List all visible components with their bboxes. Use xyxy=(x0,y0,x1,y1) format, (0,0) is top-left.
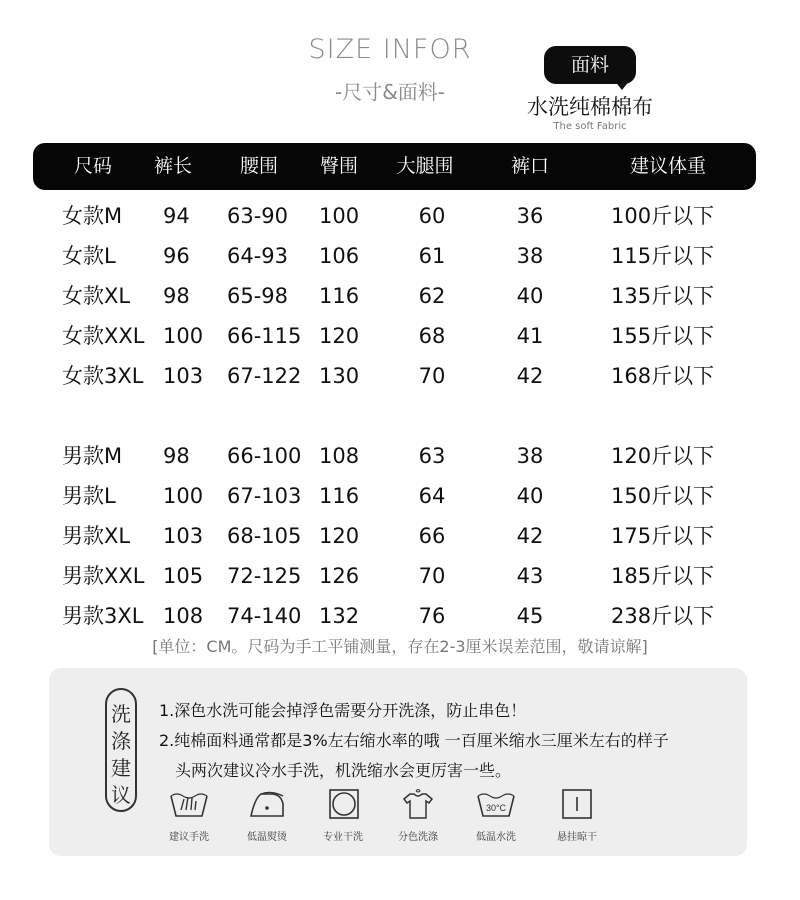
column-header-leg-opening: 裤口 xyxy=(510,155,549,177)
cell-weight: 100斤以下 xyxy=(611,204,715,228)
cell-length: 103 xyxy=(163,364,204,388)
cell-waist: 66-100 xyxy=(227,444,302,468)
separate-wash-icon xyxy=(396,788,440,822)
cell-waist: 72-125 xyxy=(227,564,302,588)
fabric-name: 水洗纯棉棉布 xyxy=(527,95,653,119)
cell-waist: 64-93 xyxy=(227,244,289,268)
table-row xyxy=(0,436,800,476)
cell-thigh: 63 xyxy=(418,444,446,468)
cell-leg-opening: 40 xyxy=(516,284,544,308)
cell-length: 103 xyxy=(163,524,204,548)
table-row xyxy=(0,276,800,316)
fabric-badge: 面料 xyxy=(544,46,636,84)
care-line-3: 头两次建议冷水手洗，机洗缩水会更厉害一些。 xyxy=(175,761,512,780)
cell-thigh: 76 xyxy=(418,604,446,628)
cell-thigh: 64 xyxy=(418,484,446,508)
cell-leg-opening: 45 xyxy=(516,604,544,628)
care-label-char: 洗 xyxy=(111,702,131,726)
column-header-weight: 建议体重 xyxy=(629,155,706,177)
column-header-thigh: 大腿围 xyxy=(396,155,454,177)
table-row xyxy=(0,236,800,276)
cell-hip: 116 xyxy=(319,284,360,308)
column-header-size: 尺码 xyxy=(73,155,112,177)
cell-length: 98 xyxy=(163,444,190,468)
care-label-char: 议 xyxy=(111,783,131,807)
cell-thigh: 70 xyxy=(418,364,446,388)
cell-weight: 150斤以下 xyxy=(611,484,715,508)
cell-hip: 100 xyxy=(319,204,360,228)
cell-waist: 66-115 xyxy=(227,324,302,348)
cell-size: 男款XL xyxy=(62,524,131,548)
column-header-hip: 臀围 xyxy=(319,155,358,177)
cell-weight: 120斤以下 xyxy=(611,444,715,468)
cell-thigh: 66 xyxy=(418,524,446,548)
cell-length: 105 xyxy=(163,564,204,588)
table-row xyxy=(0,316,800,356)
cell-weight: 168斤以下 xyxy=(611,364,715,388)
cell-leg-opening: 42 xyxy=(516,364,544,388)
cell-waist: 74-140 xyxy=(227,604,302,628)
table-row xyxy=(0,556,800,596)
hand-wash-icon xyxy=(167,788,211,822)
table-row xyxy=(0,196,800,236)
cell-thigh: 68 xyxy=(418,324,446,348)
cell-waist: 63-90 xyxy=(227,204,289,228)
cell-waist: 65-98 xyxy=(227,284,289,308)
low-iron-icon xyxy=(245,788,289,822)
table-row xyxy=(0,476,800,516)
column-header-waist: 腰围 xyxy=(239,155,278,177)
cell-weight: 185斤以下 xyxy=(611,564,715,588)
icon-label: 专业干洗 xyxy=(323,832,363,843)
icon-label: 建议手洗 xyxy=(169,832,209,843)
care-panel xyxy=(49,668,747,856)
icon-label: 低温熨烫 xyxy=(247,832,287,843)
cell-hip: 106 xyxy=(319,244,360,268)
wash-temperature: 30°C xyxy=(485,803,507,813)
icon-label: 悬挂晾干 xyxy=(557,832,597,843)
cell-hip: 132 xyxy=(319,604,360,628)
cell-weight: 135斤以下 xyxy=(611,284,715,308)
column-header-length: 裤长 xyxy=(153,155,192,177)
cell-leg-opening: 43 xyxy=(516,564,544,588)
care-line-2: 2.纯棉面料通常都是3%左右缩水率的哦 一百厘米缩水三厘米左右的样子 xyxy=(159,731,669,750)
cell-leg-opening: 38 xyxy=(516,244,544,268)
cell-size: 女款M xyxy=(62,204,123,228)
cell-thigh: 62 xyxy=(418,284,446,308)
cell-weight: 238斤以下 xyxy=(611,604,715,628)
cell-length: 96 xyxy=(163,244,190,268)
cell-length: 100 xyxy=(163,484,204,508)
cell-size: 男款XXL xyxy=(62,564,145,588)
hang-dry-icon xyxy=(555,788,599,822)
cell-leg-opening: 42 xyxy=(516,524,544,548)
table-header xyxy=(33,143,756,190)
table-row xyxy=(0,356,800,396)
cell-weight: 115斤以下 xyxy=(611,244,715,268)
cell-hip: 126 xyxy=(319,564,360,588)
dry-clean-icon xyxy=(321,788,365,822)
table-row xyxy=(0,596,800,636)
care-label-char: 建 xyxy=(111,756,131,780)
cell-size: 女款3XL xyxy=(62,364,144,388)
cell-leg-opening: 41 xyxy=(516,324,544,348)
table-row xyxy=(0,516,800,556)
cell-length: 108 xyxy=(163,604,204,628)
measurement-note: [单位：CM。尺码为手工平铺测量，存在2-3厘米误差范围，敬请谅解] xyxy=(152,637,648,656)
icon-label: 低温水洗 xyxy=(476,832,516,843)
cell-hip: 116 xyxy=(319,484,360,508)
cell-hip: 130 xyxy=(319,364,360,388)
care-label-char: 涤 xyxy=(111,729,131,753)
cell-size: 女款XL xyxy=(62,284,131,308)
cell-size: 男款3XL xyxy=(62,604,144,628)
fabric-badge-tail xyxy=(614,80,630,90)
cell-leg-opening: 40 xyxy=(516,484,544,508)
cell-waist: 68-105 xyxy=(227,524,302,548)
cell-length: 98 xyxy=(163,284,190,308)
cell-leg-opening: 38 xyxy=(516,444,544,468)
cell-size: 女款L xyxy=(62,244,116,268)
fabric-name-en: The soft Fabric xyxy=(553,121,627,132)
cell-weight: 175斤以下 xyxy=(611,524,715,548)
cell-hip: 120 xyxy=(319,324,360,348)
cell-length: 100 xyxy=(163,324,204,348)
cell-thigh: 61 xyxy=(418,244,446,268)
cell-weight: 155斤以下 xyxy=(611,324,715,348)
cell-thigh: 60 xyxy=(418,204,446,228)
page-subtitle: -尺寸&面料- xyxy=(334,80,446,104)
cell-size: 男款L xyxy=(62,484,116,508)
care-line-1: 1.深色水洗可能会掉浮色需要分开洗涤，防止串色！ xyxy=(159,701,527,720)
cell-length: 94 xyxy=(163,204,190,228)
page-title: SIZE INFOR xyxy=(308,34,472,65)
cell-leg-opening: 36 xyxy=(516,204,544,228)
cell-size: 女款XXL xyxy=(62,324,145,348)
icon-label: 分色洗涤 xyxy=(398,832,438,843)
low-temp-wash-icon xyxy=(474,788,518,822)
cell-size: 男款M xyxy=(62,444,123,468)
cell-thigh: 70 xyxy=(418,564,446,588)
cell-waist: 67-103 xyxy=(227,484,302,508)
cell-hip: 120 xyxy=(319,524,360,548)
cell-waist: 67-122 xyxy=(227,364,302,388)
cell-hip: 108 xyxy=(319,444,360,468)
care-label xyxy=(105,688,137,812)
